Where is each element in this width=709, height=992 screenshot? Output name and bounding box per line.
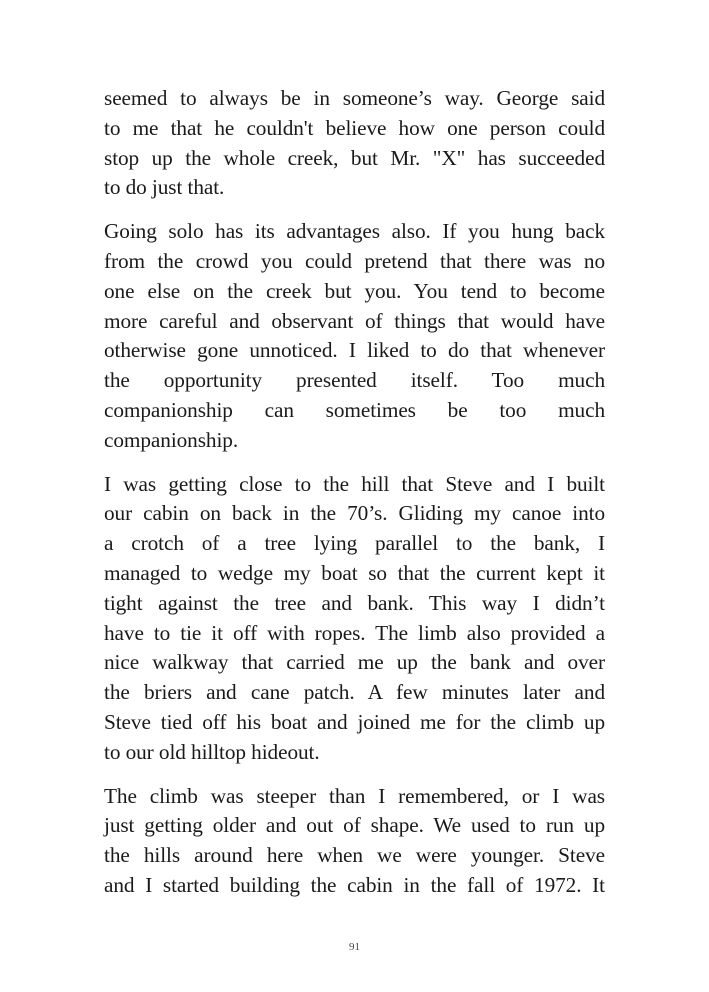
text-line: otherwise gone unnoticed. I liked to do that whenever: [104, 338, 605, 363]
text-line: the hills around here when we were younger. Steve: [104, 843, 605, 868]
text-line: The climb was steeper than I remembered, or I was: [104, 783, 605, 808]
paragraph-1: [104, 84, 605, 203]
text-line: nice walkway that carried me up the bank and over: [104, 650, 605, 675]
text-line: one else on the creek but you. You tend to become: [104, 278, 605, 303]
paragraph-2: [104, 217, 605, 455]
paragraph-4: [104, 782, 605, 901]
text-line: the briers and cane patch. A few minutes later and: [104, 680, 605, 705]
text-line: a crotch of a tree lying parallel to the bank, I: [104, 531, 605, 556]
text-line: I was getting close to the hill that Steve and I built: [104, 471, 605, 496]
text-line: Going solo has its advantages also. If you hung back: [104, 219, 605, 244]
text-line: to our old hilltop hideout.: [104, 739, 320, 764]
text-line: to do just that.: [104, 175, 225, 200]
page-body-text: [104, 84, 605, 915]
text-line: seemed to always be in someone’s way. George said: [104, 86, 605, 110]
text-line: to me that he couldn't believe how one person could: [104, 115, 605, 140]
text-line: just getting older and out of shape. We used to run up: [104, 813, 605, 838]
text-line: and I started building the cabin in the fall of 1972. It: [104, 872, 605, 897]
text-line: our cabin on back in the 70’s. Gliding my canoe into: [104, 501, 605, 526]
text-line: Steve tied off his boat and joined me for the climb up: [104, 709, 605, 734]
text-line: have to tie it off with ropes. The limb also provided a: [104, 620, 605, 645]
text-line: companionship.: [104, 427, 239, 452]
paragraph-3: [104, 470, 605, 768]
text-line: the opportunity presented itself. Too much: [104, 368, 605, 393]
page-number: 91: [349, 941, 360, 953]
text-line: more careful and observant of things that would have: [104, 308, 605, 333]
text-line: stop up the whole creek, but Mr. "X" has succeeded: [104, 145, 605, 170]
text-line: tight against the tree and bank. This way I didn’t: [104, 590, 605, 615]
text-line: managed to wedge my boat so that the current kept it: [104, 560, 605, 585]
text-line: companionship can sometimes be too much: [104, 397, 605, 422]
text-line: from the crowd you could pretend that there was no: [104, 248, 605, 273]
